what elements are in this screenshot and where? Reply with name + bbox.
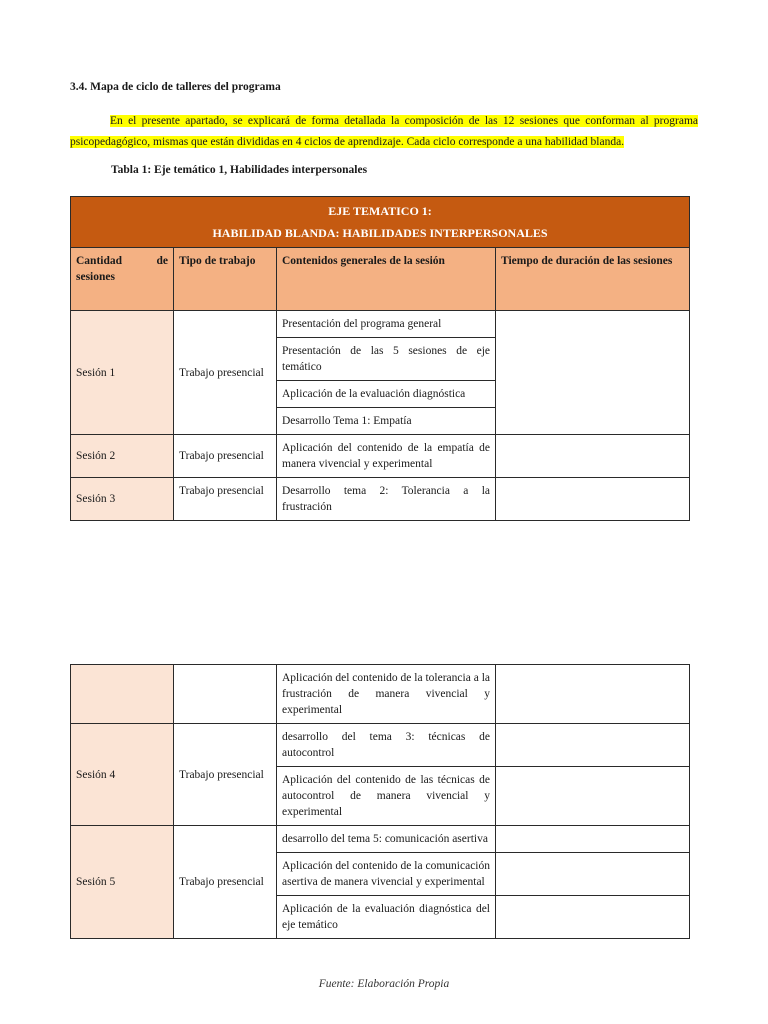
session-content: Desarrollo Tema 1: Empatía	[277, 408, 496, 435]
table-source-note: Fuente: Elaboración Propia	[318, 978, 450, 990]
session-table-part-2	[70, 664, 690, 939]
session-content: Aplicación de la evaluación diagnóstica	[277, 381, 496, 408]
session-label: Sesión 4	[71, 724, 174, 826]
session-duration	[496, 311, 690, 435]
session-duration	[496, 896, 690, 939]
session-duration	[496, 478, 690, 521]
header-contenidos: Contenidos generales de la sesión	[277, 248, 496, 311]
session-label: Sesión 5	[71, 826, 174, 939]
session-label: Sesión 1	[71, 311, 174, 435]
intro-paragraph	[70, 111, 698, 153]
header-tiempo: Tiempo de duración de las sesiones	[496, 248, 690, 311]
session-content: Aplicación del contenido de la comunicación asertiva de manera vivencial y experimental	[277, 853, 496, 896]
table-title-line-1: EJE TEMATICO 1:	[328, 204, 432, 218]
session-content: Presentación del programa general	[277, 311, 496, 338]
session-duration	[496, 724, 690, 767]
session-content: desarrollo del tema 5: comunicación asertiva	[277, 826, 496, 853]
session-type-continued	[174, 665, 277, 724]
session-content: Desarrollo tema 2: Tolerancia a la frustración	[277, 478, 496, 521]
table-caption: Tabla 1: Eje temático 1, Habilidades interpersonales	[111, 164, 368, 176]
session-type: Trabajo presencial	[174, 435, 277, 478]
session-type: Trabajo presencial	[174, 724, 277, 826]
session-content: Aplicación del contenido de las técnicas de autocontrol de manera vivencial y experimental	[277, 767, 496, 826]
session-content: desarrollo del tema 3: técnicas de autocontrol	[277, 724, 496, 767]
table-title	[71, 197, 690, 248]
session-label-continued	[71, 665, 174, 724]
session-table-part-1	[70, 196, 690, 521]
table-row	[71, 665, 690, 724]
table-row	[71, 435, 690, 478]
header-cantidad: Cantidad de sesiones	[71, 248, 174, 311]
table-title-line-2: HABILIDAD BLANDA: HABILIDADES INTERPERSONALES	[212, 226, 548, 240]
session-content: Aplicación del contenido de la empatía de manera vivencial y experimental	[277, 435, 496, 478]
intro-highlighted-text: En el presente apartado, se explicará de forma detallada la composición de las 12 sesiones que conforman al programa psicopedagógico, mismas que están divididas en 4 ciclos de aprendizaje. Cada ciclo corresponde a una habilidad blanda.	[70, 115, 698, 148]
session-duration	[496, 665, 690, 724]
session-content: Aplicación de la evaluación diagnóstica del eje temático	[277, 896, 496, 939]
session-label: Sesión 3	[71, 478, 174, 521]
table-row	[71, 478, 690, 521]
session-type: Trabajo presencial	[174, 826, 277, 939]
session-duration	[496, 826, 690, 853]
session-duration	[496, 767, 690, 826]
session-duration	[496, 853, 690, 896]
table-row	[71, 826, 690, 853]
session-label: Sesión 2	[71, 435, 174, 478]
session-type: Trabajo presencial	[174, 478, 277, 521]
header-tipo: Tipo de trabajo	[174, 248, 277, 311]
table-row	[71, 311, 690, 338]
session-type: Trabajo presencial	[174, 311, 277, 435]
session-content: Presentación de las 5 sesiones de eje temático	[277, 338, 496, 381]
session-content: Aplicación del contenido de la tolerancia a la frustración de manera vivencial y experimental	[277, 665, 496, 724]
section-heading: 3.4. Mapa de ciclo de talleres del programa	[70, 81, 281, 93]
table-header-row	[71, 248, 690, 311]
session-duration	[496, 435, 690, 478]
table-row	[71, 724, 690, 767]
